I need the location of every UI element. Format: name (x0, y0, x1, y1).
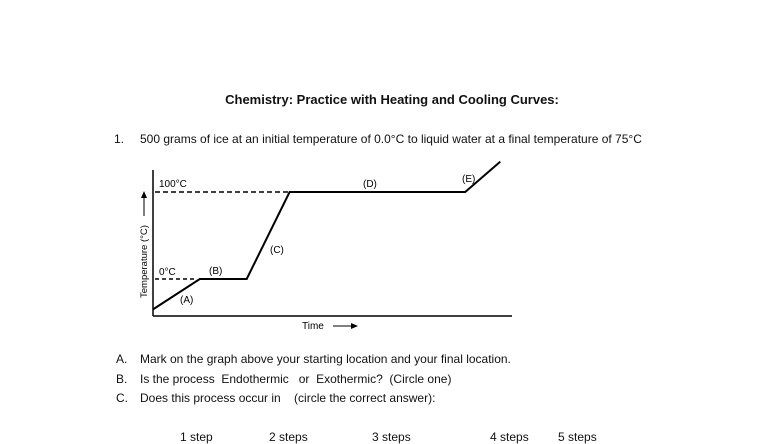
option-1-step[interactable]: 1 step (180, 430, 213, 444)
item-b-text: Is the process Endothermic or Exothermic? (Circle one) (140, 372, 452, 386)
item-c-letter: C. (116, 391, 128, 405)
reference-label-0: 0°C (159, 267, 176, 278)
page-title: Chemistry: Practice with Heating and Cooling Curves: (225, 92, 559, 107)
question-1-number: 1. (114, 132, 125, 146)
x-axis-arrowhead (351, 323, 358, 329)
item-a-letter: A. (116, 352, 128, 366)
heating-curve-line (153, 162, 500, 310)
segment-label-c: (C) (270, 245, 284, 256)
item-a-text: Mark on the graph above your starting location and your final location. (140, 352, 511, 366)
option-3-steps[interactable]: 3 steps (372, 430, 411, 444)
segment-label-a: (A) (180, 295, 194, 306)
option-4-steps[interactable]: 4 steps (490, 430, 529, 444)
item-c (116, 391, 435, 405)
segment-label-e: (E) (462, 174, 476, 185)
y-axis-arrowhead (141, 191, 147, 198)
option-2-steps[interactable]: 2 steps (269, 430, 308, 444)
item-b (116, 372, 451, 386)
segment-label-d: (D) (363, 179, 377, 190)
y-axis-label: Temperature (°C) (139, 225, 150, 298)
reference-label-100: 100°C (159, 179, 187, 190)
item-b-letter: B. (116, 372, 128, 386)
x-axis-label: Time (302, 321, 324, 332)
item-c-text: Does this process occur in (circle the correct answer): (140, 391, 436, 405)
segment-label-b: (B) (209, 266, 223, 277)
option-5-steps[interactable]: 5 steps (558, 430, 597, 444)
item-a (116, 352, 511, 366)
question-1-text: 500 grams of ice at an initial temperature of 0.0°C to liquid water at a final temperature of 75°C (140, 132, 642, 146)
